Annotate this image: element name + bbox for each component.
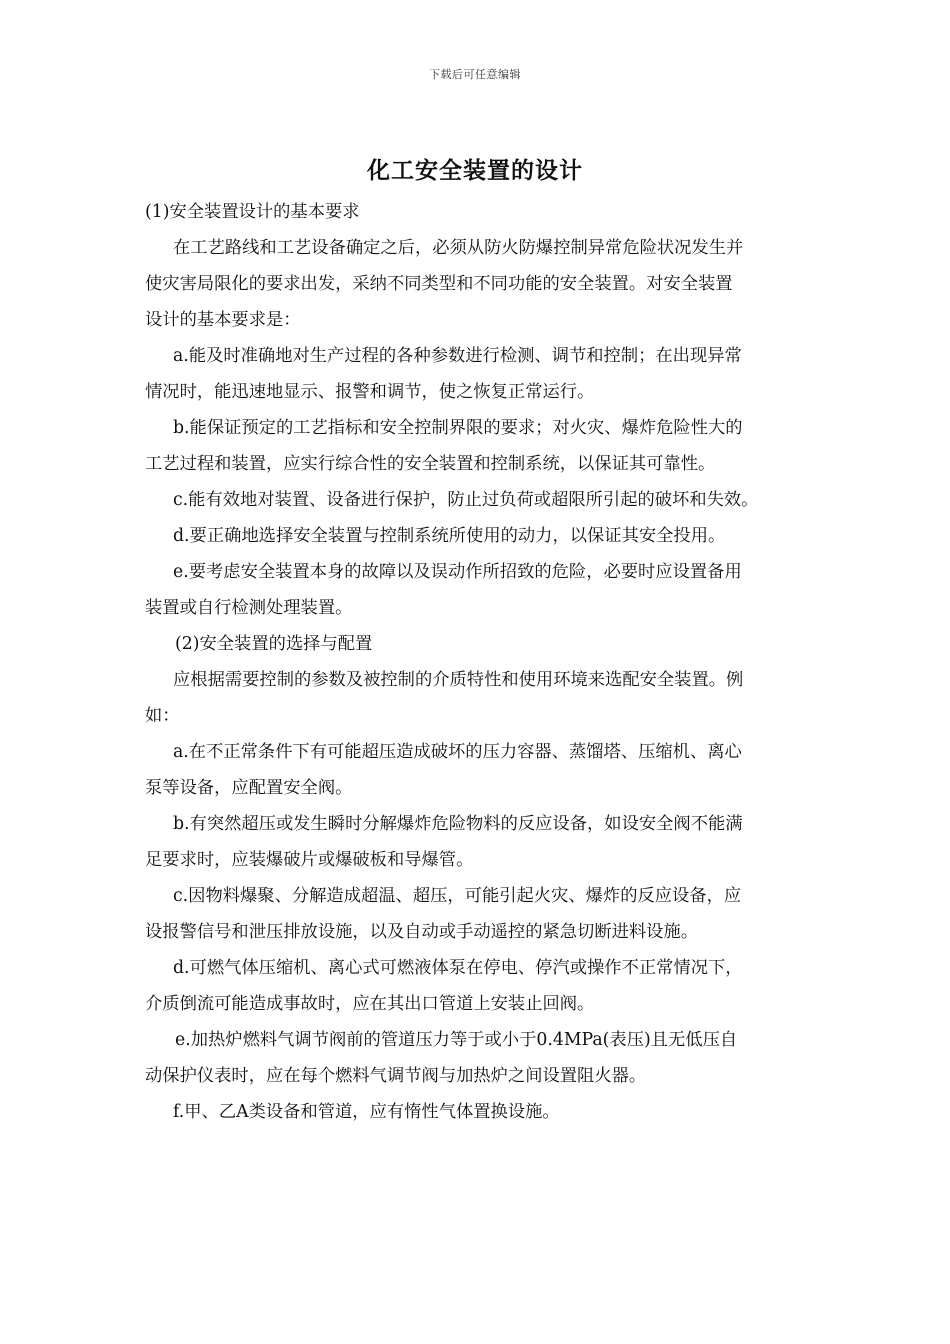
- text-line: c.能有效地对装置、设备进行保护，防止过负荷或超限所引起的破坏和失效。: [173, 490, 759, 510]
- text-line: f.甲、乙A类设备和管道，应有惰性气体置换设施。: [173, 1102, 560, 1122]
- text-line: (1)安全装置设计的基本要求: [145, 202, 360, 222]
- text-line: b.有突然超压或发生瞬时分解爆炸危险物料的反应设备，如设安全阀不能满: [173, 814, 743, 834]
- text-line: 设计的基本要求是：: [145, 310, 301, 330]
- text-line: 使灾害局限化的要求出发，采纳不同类型和不同功能的安全装置。对安全装置: [145, 274, 733, 294]
- text-line: b.能保证预定的工艺指标和安全控制界限的要求；对火灾、爆炸危险性大的: [173, 418, 743, 438]
- document-title: 化工安全装置的设计: [367, 158, 583, 184]
- text-line: 足要求时，应装爆破片或爆破板和导爆管。: [145, 850, 474, 870]
- text-line: 设报警信号和泄压排放设施，以及自动或手动遥控的紧急切断进料设施。: [145, 922, 699, 942]
- text-line: e.加热炉燃料气调节阀前的管道压力等于或小于0.4MPa(表压)且无低压自: [175, 1030, 738, 1050]
- text-line: 情况时，能迅速地显示、报警和调节，使之恢复正常运行。: [145, 382, 595, 402]
- text-line: c.因物料爆聚、分解造成超温、超压，可能引起火灾、爆炸的反应设备，应: [173, 886, 742, 906]
- text-line: 介质倒流可能造成事故时，应在其出口管道上安装止回阀。: [145, 994, 595, 1014]
- text-line: 如：: [145, 706, 180, 726]
- text-line: 动保护仪表时，应在每个燃料气调节阀与加热炉之间设置阻火器。: [145, 1066, 647, 1086]
- text-line: (2)安全装置的选择与配置: [175, 634, 373, 654]
- text-line: 泵等设备，应配置安全阀。: [145, 778, 353, 798]
- header-note: 下载后可任意编辑: [429, 68, 521, 81]
- text-line: 工艺过程和装置，应实行综合性的安全装置和控制系统，以保证其可靠性。: [145, 454, 716, 474]
- text-line: d.可燃气体压缩机、离心式可燃液体泵在停电、停汽或操作不正常情况下，: [173, 958, 743, 978]
- text-line: e.要考虑安全装置本身的故障以及误动作所招致的危险，必要时应设置备用: [173, 562, 742, 582]
- text-line: 在工艺路线和工艺设备确定之后，必须从防火防爆控制异常危险状况发生并: [173, 238, 744, 258]
- text-line: a.在不正常条件下有可能超压造成破坏的压力容器、蒸馏塔、压缩机、离心: [173, 742, 742, 762]
- text-line: d.要正确地选择安全装置与控制系统所使用的动力，以保证其安全投用。: [173, 526, 726, 546]
- text-line: a.能及时准确地对生产过程的各种参数进行检测、调节和控制；在出现异常: [173, 346, 742, 366]
- text-line: 装置或自行检测处理装置。: [145, 598, 353, 618]
- document-body: [145, 194, 825, 1130]
- text-line: 应根据需要控制的参数及被控制的介质特性和使用环境来选配安全装置。例: [173, 670, 744, 690]
